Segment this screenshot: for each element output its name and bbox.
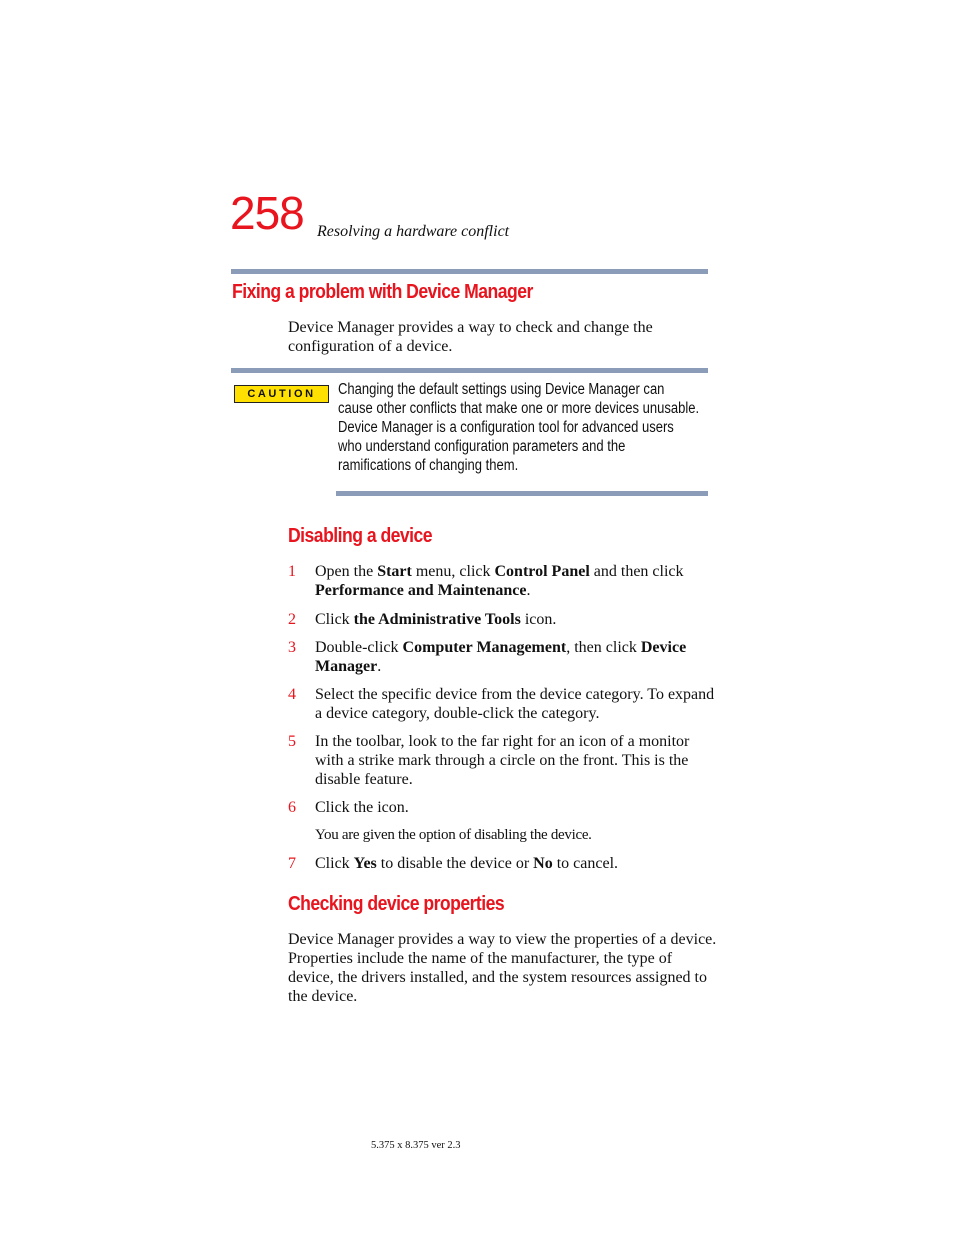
step-text-run: In the toolbar, look to the far right for an icon of a monitor with a strike mark through a circle on the front. This is the disable feature. [315, 733, 690, 788]
steps-list [288, 562, 718, 873]
caution-text: Changing the default settings using Device Manager can cause other conflicts that make one or more devices unusable. Device Manager is a configuration tool for advanced users who understand configuration parameters and the ramifications of changing them. [338, 381, 700, 474]
section-intro: Device Manager provides a way to check and change the configuration of a device. [288, 319, 653, 355]
step-item [288, 685, 718, 723]
running-head: Resolving a hardware conflict [317, 223, 510, 240]
caution-rule-top [231, 368, 708, 373]
step-text-run: , then click [566, 639, 641, 656]
step-text-run: Open the [315, 563, 378, 580]
section-title-checking: Checking device properties [288, 893, 505, 915]
step-text [315, 798, 718, 817]
step-text [315, 685, 718, 723]
step-text-run: Select the specific device from the device category. To expand a device category, double-click the category. [315, 686, 715, 722]
step-text [315, 638, 718, 676]
step-text-bold: Device Manager [315, 639, 687, 675]
step-text [315, 562, 718, 600]
step-number: 7 [288, 855, 296, 872]
step-text-run: Double-click [315, 639, 403, 656]
step-number: 5 [288, 733, 296, 750]
step-item [288, 638, 718, 676]
step-text-run: menu, click [411, 563, 495, 580]
step-number: 4 [288, 686, 296, 703]
step-item [288, 798, 718, 845]
step-number: 1 [288, 563, 296, 580]
step-text-bold: Yes [353, 855, 377, 872]
step-text-run: Click the icon. [315, 799, 409, 816]
step-text-run: icon. [520, 611, 557, 628]
step-text-run: . [377, 658, 382, 675]
step-text [315, 610, 718, 629]
step-number: 3 [288, 639, 296, 656]
step-item [288, 610, 718, 629]
step-text-bold: the Administrative Tools [353, 611, 521, 628]
section-title-disabling: Disabling a device [288, 525, 433, 547]
step-text-bold: Performance and Maintenance [315, 582, 527, 599]
step-number: 2 [288, 611, 296, 628]
step-number: 6 [288, 799, 296, 816]
step-item [288, 562, 718, 600]
step-text-run: Click [315, 611, 354, 628]
footer-version: 5.375 x 8.375 ver 2.3 [371, 1140, 461, 1151]
caution-badge: CAUTION [234, 385, 329, 403]
step-text-run: . [526, 582, 531, 599]
step-text-bold: Start [377, 563, 412, 580]
caution-rule-bottom [336, 491, 708, 496]
section-rule-top [231, 269, 708, 274]
step-item [288, 732, 718, 789]
section-body-checking: Device Manager provides a way to view the properties of a device. Properties include the name of the manufacturer, the type of device, the drivers installed, and the system resources assigned to the device. [288, 931, 717, 1005]
step-result: You are given the option of disabling the device. [315, 827, 592, 843]
step-text [315, 854, 718, 873]
step-text-run: to disable the device or [376, 855, 534, 872]
step-text-bold: Control Panel [494, 563, 590, 580]
page-number: 258 [230, 187, 304, 239]
step-text [315, 732, 718, 789]
step-text-run: to cancel. [552, 855, 619, 872]
step-text-run: and then click [589, 563, 684, 580]
step-text-bold: Computer Management [402, 639, 567, 656]
step-text-run: Click [315, 855, 354, 872]
step-item [288, 854, 718, 873]
section-title-fixing: Fixing a problem with Device Manager [232, 281, 533, 303]
step-text-bold: No [533, 855, 553, 872]
